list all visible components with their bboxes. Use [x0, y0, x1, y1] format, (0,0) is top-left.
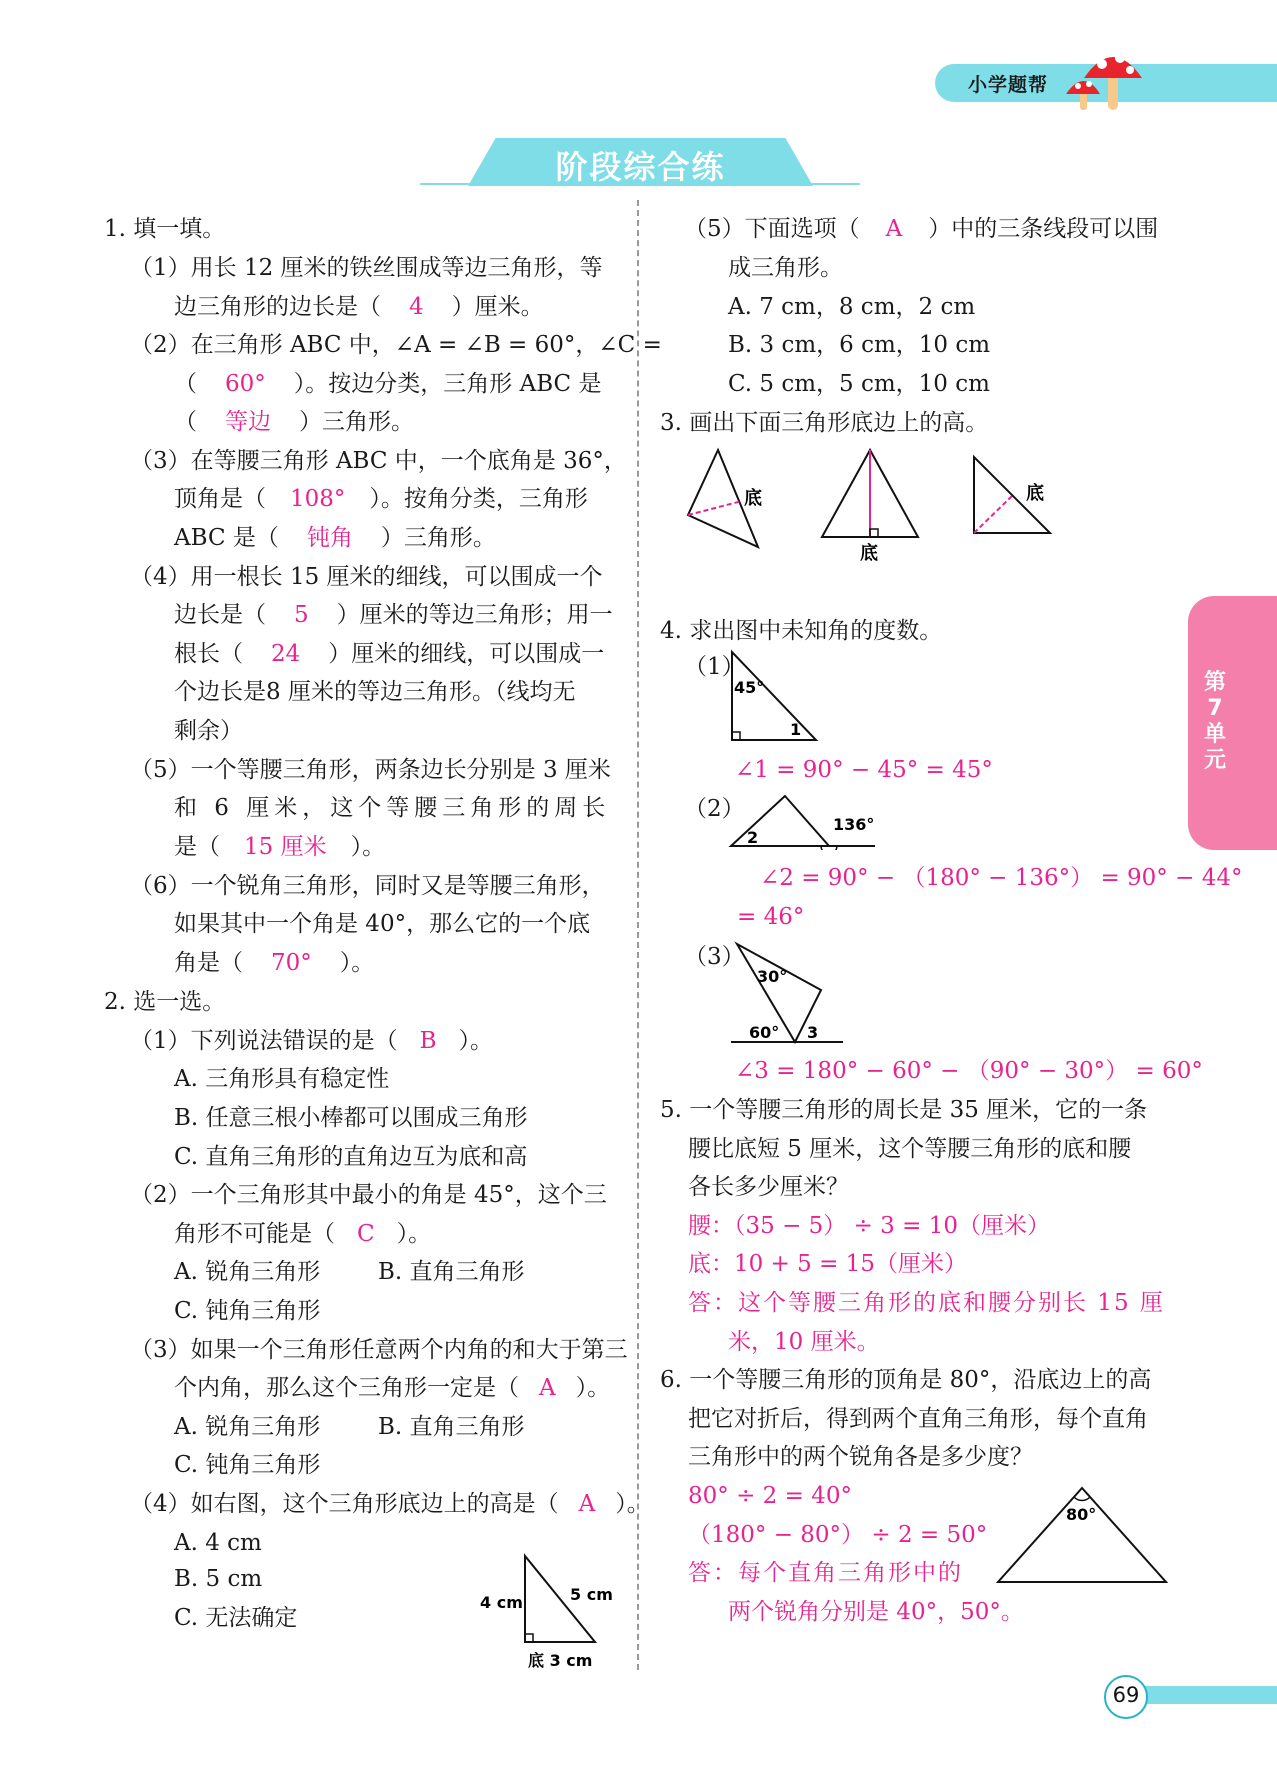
base-label: 底: [744, 488, 762, 509]
answer: 24: [271, 641, 301, 667]
q6-answer: 答：每个直角三角形中的: [688, 1560, 963, 1586]
q1-4-line: （4）用一根长 15 厘米的细线，可以围成一个: [130, 564, 603, 590]
base-label: 底: [860, 543, 878, 564]
q2-1-line: （1）下列说法错误的是（ B ）。: [130, 1028, 494, 1054]
option: C. 钝角三角形: [174, 1452, 321, 1478]
q1-5-line: 和 6 厘米，这个等腰三角形的周长: [174, 795, 611, 821]
side-label: 5 cm: [570, 1585, 613, 1604]
q6-answer: 80° ÷ 2 = 40°: [688, 1483, 852, 1509]
page-number: 69: [1112, 1683, 1140, 1707]
q6-line: 把它对折后，得到两个直角三角形，每个直角: [688, 1406, 1148, 1432]
q1-6-line: 如果其中一个角是 40°，那么它的一个底: [174, 911, 591, 937]
q1-3-line: （3）在等腰三角形 ABC 中，一个底角是 36°，: [130, 448, 627, 474]
q1-heading: 1. 填一填。: [104, 216, 226, 242]
q4-2-answer: ∠2 = 90° − （180° − 136°） = 90° − 44°: [760, 865, 1243, 891]
q1-3-line: ABC 是（ 钝角 ）三角形。: [174, 525, 496, 551]
q4-2-answer: = 46°: [737, 904, 805, 930]
angle-label: 3: [807, 1023, 819, 1042]
option: C. 直角三角形的直角边互为底和高: [174, 1144, 528, 1170]
q1-4-line: 根长（ 24 ）厘米的细线，可以围成一: [174, 641, 605, 667]
unit-tab-label: 第 7 单 元: [1203, 670, 1226, 773]
q2-2-line: （2）一个三角形其中最小的角是 45°，这个三: [130, 1182, 607, 1208]
q2-5-line: （5）下面选项（ A ）中的三条线段可以围: [684, 216, 1159, 242]
option: B. 3 cm，6 cm，10 cm: [728, 332, 991, 358]
q4-2-label: （2）: [684, 796, 745, 822]
q2-5-line: 成三角形。: [728, 255, 843, 281]
angle-label: 45°: [734, 678, 765, 697]
q5-answer: 底：10 + 5 = 15（厘米）: [688, 1251, 967, 1277]
q2-4-triangle-figure: [470, 1548, 630, 1678]
q1-4-line: 个边长是8 厘米的等边三角形。（线均无: [174, 679, 576, 705]
q6-answer: （180° − 80°） ÷ 2 = 50°: [688, 1522, 988, 1548]
q6-line: 6. 一个等腰三角形的顶角是 80°，沿底边上的高: [660, 1367, 1152, 1393]
q1-5-line: 是（ 15 厘米 ）。: [174, 834, 386, 860]
answer: 15 厘米: [244, 834, 327, 860]
q1-1-line: （1）用长 12 厘米的铁丝围成等边三角形，等: [130, 255, 603, 281]
base-label: 底: [1026, 483, 1044, 504]
page-number-bar: [1140, 1686, 1277, 1704]
q4-1-label: （1）: [684, 654, 745, 680]
answer: A: [578, 1491, 596, 1517]
q2-2-line: 角形不可能是（ C ）。: [174, 1221, 432, 1247]
option: C. 5 cm，5 cm，10 cm: [728, 371, 990, 397]
angle-label: 30°: [757, 967, 788, 986]
q4-heading: 4. 求出图中未知角的度数。: [660, 618, 943, 644]
answer: A: [539, 1375, 556, 1401]
answer: 108°: [290, 486, 346, 512]
page-title: 阶段综合练: [555, 148, 726, 186]
q1-2-line: （ 60° ）。按边分类，三角形 ABC 是: [174, 371, 602, 397]
answer: A: [885, 216, 903, 242]
mushroom-icon: [1062, 44, 1152, 114]
option: A. 4 cm: [174, 1530, 262, 1556]
option: A. 7 cm，8 cm，2 cm: [728, 294, 976, 320]
side-label: 底 3 cm: [528, 1651, 593, 1670]
q1-2-line: （2）在三角形 ABC 中，∠A = ∠B = 60°，∠C =: [130, 332, 662, 358]
q5-answer: 答：这个等腰三角形的底和腰分别长 15 厘: [688, 1290, 1165, 1316]
answer: 60°: [225, 371, 266, 397]
brand-text: 小学题帮: [968, 74, 1049, 96]
q1-1-line: 边三角形的边长是（ 4 ）厘米。: [174, 294, 544, 320]
angle-label: 80°: [1066, 1505, 1097, 1524]
q3-heading: 3. 画出下面三角形底边上的高。: [660, 410, 989, 436]
answer: 70°: [271, 950, 312, 976]
q6-triangle-figure: [990, 1480, 1180, 1590]
q2-3-line: 个内角，那么这个三角形一定是（ A ）。: [174, 1375, 611, 1401]
option: C. 钝角三角形: [174, 1298, 321, 1324]
option: C. 无法确定: [174, 1605, 298, 1631]
column-divider: [637, 200, 639, 1670]
q5-answer: 腰：（35 − 5） ÷ 3 = 10（厘米）: [688, 1213, 1050, 1239]
q1-3-line: 顶角是（ 108° ）。按角分类，三角形: [174, 486, 588, 512]
answer: 钝角: [306, 525, 353, 551]
answer: 4: [409, 294, 424, 320]
answer: 5: [294, 602, 309, 628]
q4-3-label: （3）: [684, 944, 745, 970]
q4-3-triangle-figure: [725, 938, 855, 1048]
q4-1-answer: ∠1 = 90° − 45° = 45°: [735, 757, 993, 783]
q4-3-answer: ∠3 = 180° − 60° − （90° − 30°） = 60°: [735, 1058, 1203, 1084]
q1-5-line: （5）一个等腰三角形，两条边长分别是 3 厘米: [130, 757, 611, 783]
q1-6-line: 角是（ 70° ）。: [174, 950, 375, 976]
q1-4-line: 边长是（ 5 ）厘米的等边三角形；用一: [174, 602, 613, 628]
q2-3-line: （3）如果一个三角形任意两个内角的和大于第三: [130, 1337, 628, 1363]
q5-answer: 米，10 厘米。: [728, 1329, 880, 1355]
answer: B: [419, 1028, 437, 1054]
angle-label: 136°: [833, 815, 875, 834]
answer: 等边: [225, 409, 271, 435]
option: B. 直角三角形: [378, 1259, 525, 1285]
q6-line: 三角形中的两个锐角各是多少度？: [688, 1444, 1033, 1470]
answer: C: [357, 1221, 375, 1247]
q5-line: 5. 一个等腰三角形的周长是 35 厘米，它的一条: [660, 1097, 1148, 1123]
option: B. 5 cm: [174, 1566, 263, 1592]
angle-label: 2: [747, 828, 759, 847]
q4-1-triangle-figure: [720, 648, 830, 743]
angle-label: 60°: [749, 1023, 780, 1042]
q3-triangles-figure: [680, 445, 1080, 565]
q2-4-line: （4）如右图，这个三角形底边上的高是（ A ）。: [130, 1491, 650, 1517]
option: B. 直角三角形: [378, 1414, 525, 1440]
option: A. 三角形具有稳定性: [174, 1066, 390, 1092]
angle-label: 1: [790, 720, 802, 739]
q1-2-line: （ 等边 ）三角形。: [174, 409, 414, 435]
q4-2-triangle-figure: [725, 790, 885, 850]
q5-line: 各长多少厘米？: [688, 1174, 849, 1200]
q1-4-line: 剩余）: [174, 718, 243, 744]
q5-line: 腰比底短 5 厘米，这个等腰三角形的底和腰: [688, 1136, 1132, 1162]
side-label: 4 cm: [480, 1593, 523, 1612]
q2-heading: 2. 选一选。: [104, 989, 226, 1015]
q6-answer: 两个锐角分别是 40°，50°。: [728, 1599, 1024, 1625]
option: B. 任意三根小棒都可以围成三角形: [174, 1105, 528, 1131]
option: A. 锐角三角形: [174, 1259, 321, 1285]
q1-6-line: （6）一个锐角三角形，同时又是等腰三角形，: [130, 873, 605, 899]
option: A. 锐角三角形: [174, 1414, 321, 1440]
